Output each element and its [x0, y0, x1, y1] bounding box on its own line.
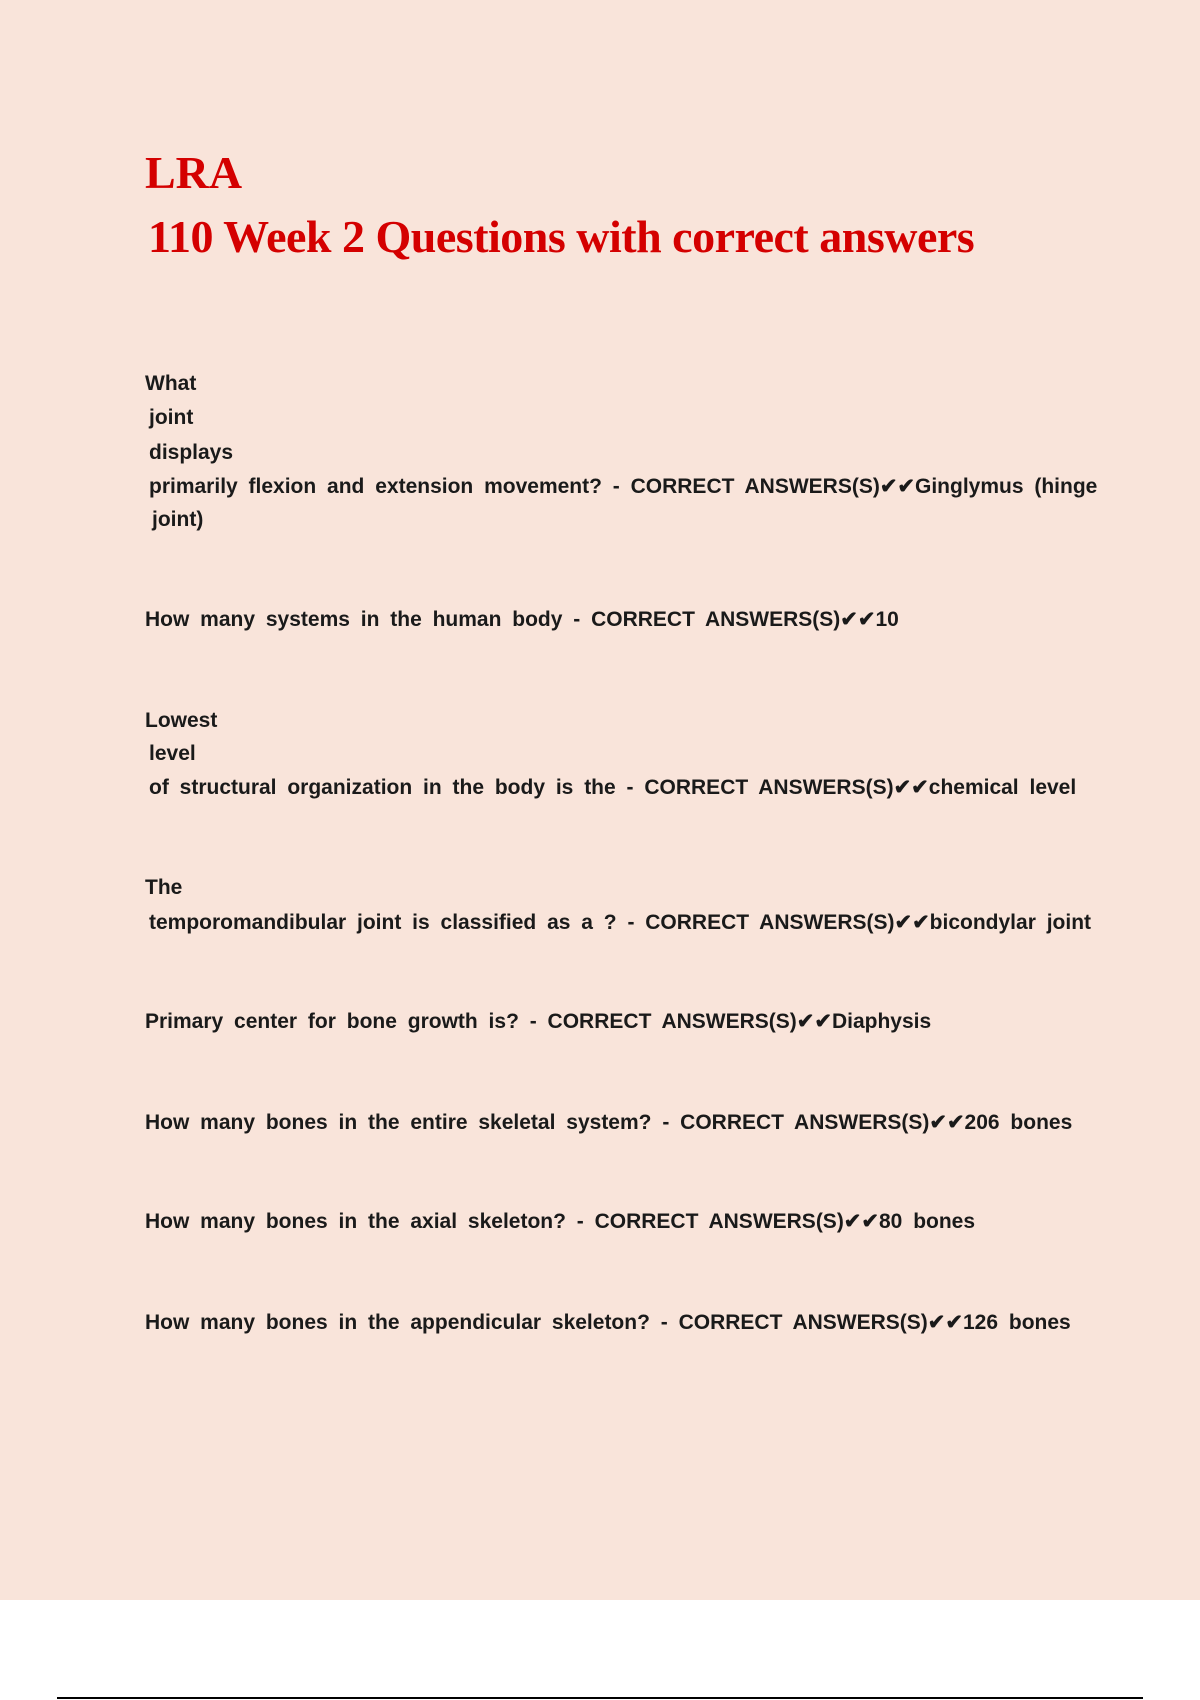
qa-1-line: What [145, 372, 197, 395]
qa-8-line: How many bones in the appendicular skeleton? - CORRECT ANSWERS(S)✔✔126 bones [145, 1311, 1071, 1334]
qa-5-line: Primary center for bone growth is? - CORRECT ANSWERS(S)✔✔Diaphysis [145, 1010, 932, 1033]
qa-1-line: primarily flexion and extension movement? - CORRECT ANSWERS(S)✔✔Ginglymus (hinge [149, 475, 1098, 498]
qa-4-line: The [145, 876, 183, 899]
qa-3-line: level [149, 742, 196, 765]
qa-2-line: How many systems in the human body - CORRECT ANSWERS(S)✔✔10 [145, 608, 899, 631]
qa-3-line: Lowest [145, 709, 218, 732]
qa-1-line: joint) [152, 508, 204, 531]
qa-7-line: How many bones in the axial skeleton? - CORRECT ANSWERS(S)✔✔80 bones [145, 1210, 976, 1233]
qa-3-line: of structural organization in the body is the - CORRECT ANSWERS(S)✔✔chemical level [149, 776, 1077, 799]
qa-4-line: temporomandibular joint is classified as a ? - CORRECT ANSWERS(S)✔✔bicondylar joint [149, 911, 1092, 934]
qa-6-line: How many bones in the entire skeletal system? - CORRECT ANSWERS(S)✔✔206 bones [145, 1111, 1073, 1134]
qa-1-line: displays [149, 441, 234, 464]
document-title-line-2: 110 Week 2 Questions with correct answers [148, 211, 975, 262]
footer-divider [57, 1697, 1143, 1699]
document-title-line-1: LRA [145, 147, 243, 198]
qa-1-line: joint [149, 406, 194, 429]
